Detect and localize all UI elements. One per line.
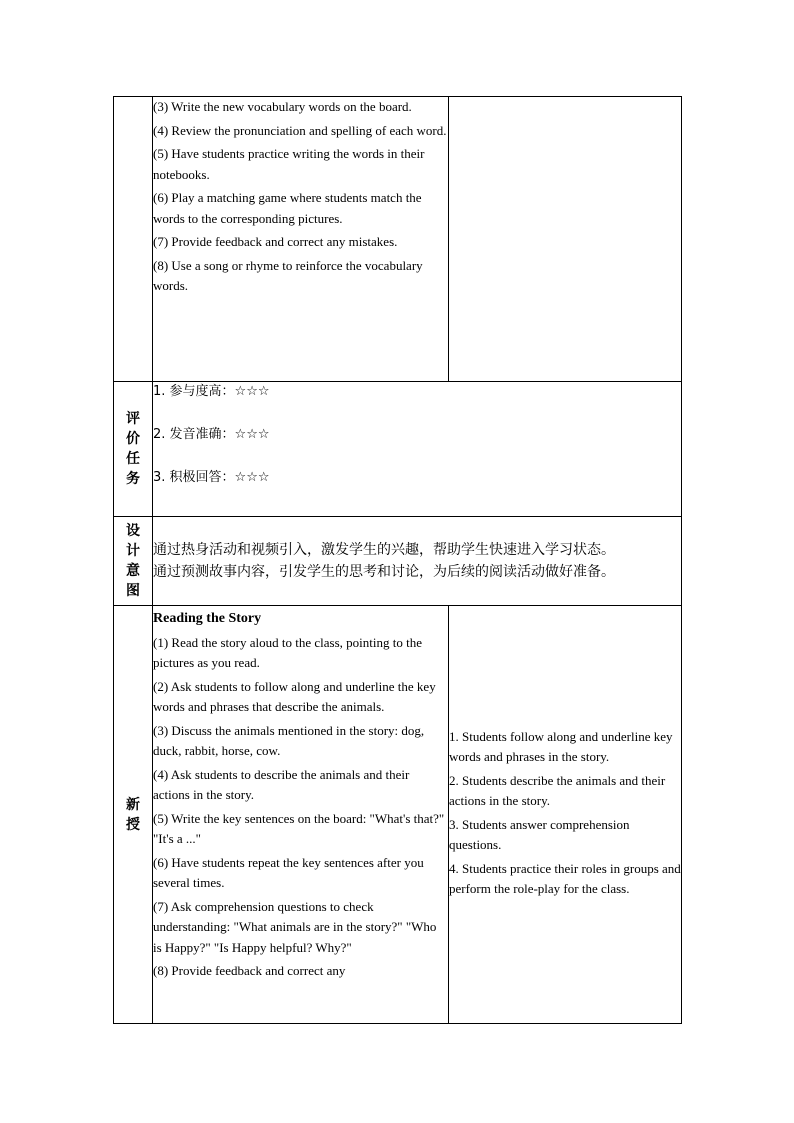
evaluation-label-cell bbox=[114, 382, 153, 517]
design-line: 通过热身活动和视频引入，激发学生的兴趣，帮助学生快速进入学习状态。 bbox=[153, 542, 615, 558]
design-label: 设计意图 bbox=[126, 523, 140, 599]
design-text-cell bbox=[153, 517, 682, 606]
vocabulary-step: (6) Play a matching game where students match the words to the corresponding pictures. bbox=[153, 190, 422, 226]
vocabulary-steps-cell bbox=[153, 97, 449, 382]
evaluation-row bbox=[114, 382, 682, 517]
vocabulary-step: (5) Have students practice writing the words in their notebooks. bbox=[153, 146, 425, 182]
vocabulary-label-cell bbox=[114, 97, 153, 382]
evaluation-item: 3. 积极回答：☆☆☆ bbox=[153, 470, 270, 485]
evaluation-item: 1. 参与度高：☆☆☆ bbox=[153, 384, 270, 399]
new-lesson-title: Reading the Story bbox=[153, 611, 262, 626]
new-lesson-step: (3) Discuss the animals mentioned in the story: dog, duck, rabbit, horse, cow. bbox=[153, 722, 425, 758]
new-lesson-step: (5) Write the key sentences on the board: "What's that?" "It's a ..." bbox=[153, 810, 445, 846]
vocabulary-row bbox=[114, 97, 682, 382]
new-lesson-steps-cell bbox=[153, 606, 449, 1024]
new-lesson-step: (4) Ask students to describe the animals and their actions in the story. bbox=[153, 766, 410, 802]
design-label-cell bbox=[114, 517, 153, 606]
student-activities-cell bbox=[449, 606, 682, 1024]
design-line: 通过预测故事内容，引发学生的思考和讨论，为后续的阅读活动做好准备。 bbox=[153, 564, 615, 580]
vocabulary-student-cell bbox=[449, 97, 682, 382]
new-lesson-step: (7) Ask comprehension questions to check understanding: "What animals are in the story?" "Who is Happy?" "Is Happy helpful? Why?" bbox=[153, 898, 437, 955]
design-row bbox=[114, 517, 682, 606]
vocabulary-step: (7) Provide feedback and correct any mistakes. bbox=[153, 234, 398, 249]
new-lesson-row bbox=[114, 606, 682, 1024]
evaluation-item: 2. 发音准确：☆☆☆ bbox=[153, 427, 270, 442]
new-lesson-step: (8) Provide feedback and correct any bbox=[153, 963, 346, 978]
new-lesson-label: 新授 bbox=[126, 796, 140, 833]
new-lesson-step: (2) Ask students to follow along and underline the key words and phrases that describe the animals. bbox=[153, 678, 436, 714]
evaluation-label: 评价任务 bbox=[126, 411, 140, 487]
student-activity: 2. Students describe the animals and their actions in the story. bbox=[449, 772, 666, 808]
student-activity: 3. Students answer comprehension questions. bbox=[449, 816, 630, 852]
lesson-plan-table bbox=[113, 96, 682, 1024]
new-lesson-label-cell bbox=[114, 606, 153, 1024]
student-activity: 4. Students practice their roles in groups and perform the role-play for the class. bbox=[449, 860, 681, 896]
new-lesson-step: (1) Read the story aloud to the class, pointing to the pictures as you read. bbox=[153, 634, 422, 670]
student-activity: 1. Students follow along and underline key words and phrases in the story. bbox=[449, 728, 673, 764]
new-lesson-step: (6) Have students repeat the key sentences after you several times. bbox=[153, 854, 424, 890]
vocabulary-step: (8) Use a song or rhyme to reinforce the vocabulary words. bbox=[153, 257, 423, 293]
evaluation-items-cell bbox=[153, 382, 682, 517]
vocabulary-step: (4) Review the pronunciation and spelling of each word. bbox=[153, 122, 447, 138]
vocabulary-step: (3) Write the new vocabulary words on the board. bbox=[153, 99, 412, 114]
